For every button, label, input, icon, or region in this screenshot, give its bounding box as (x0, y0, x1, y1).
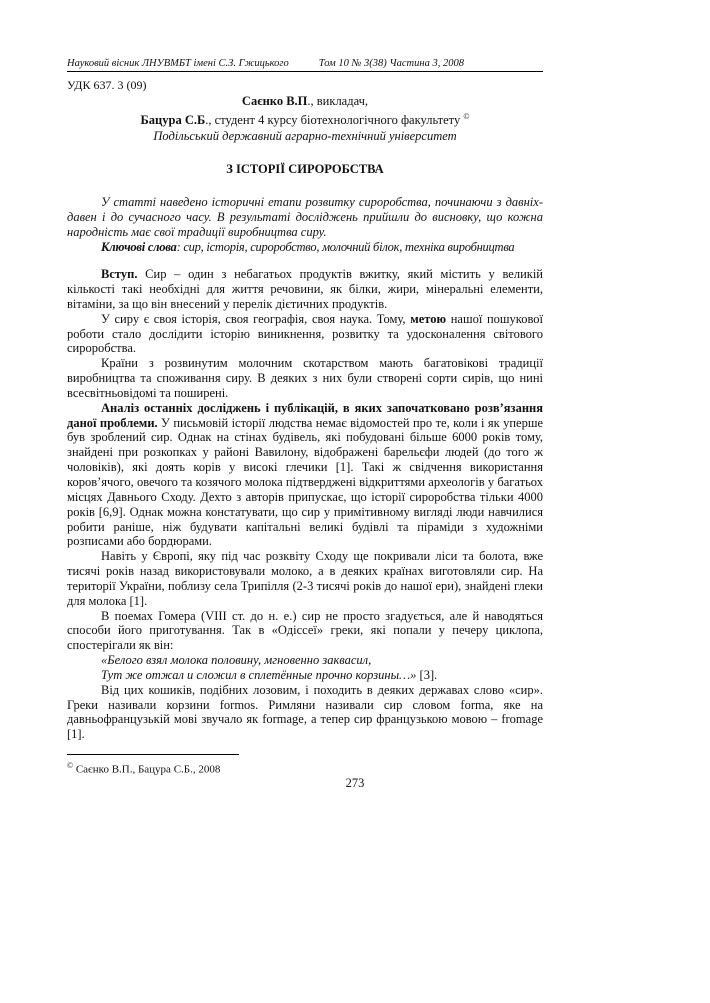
paragraph-europe: Навіть у Європі, яку під час розквіту Сходу ще покривали ліси та болота, вже тисячі років назад використовували молоко, а в деяких країнах виготовляли сир. На території України, поблизу села Трипілля (2-3 тисячі років до нашої ери), знайдені глеки для молока [1]. (67, 549, 543, 608)
page-number: 273 (345, 776, 365, 790)
paragraph-etymology: Від цих кошиків, подібних лозовим, і походить в деяких державах слово «сир». Греки називали корзини formos. Римляни називали сир словом forma, яке на давньофранцузькій мові звучало як formage, а тепер сир французькою мовою – fromage [1]. (67, 682, 543, 742)
paragraph-intro (67, 267, 543, 312)
intro-lead: Вступ. (101, 267, 138, 282)
author1-name: Саєнко В.П (241, 94, 308, 108)
quote-line-2 (67, 668, 543, 683)
footnote (67, 761, 220, 776)
footnote-divider (67, 754, 239, 755)
analysis-text: У письмовій історії людства немає відомостей про те, коли і як уперше був зроблений сир. Однак на стінах будівель, які побудовані більше 6000 років тому, знайдені при розкопках у районі Вавилону, відображені барельєфи людей (до того ж чоловіків), які доять корів у високі глечики [1]. Такі ж свідчення використання коров’ячого, овечого та козячого молока підтверджені відкриттями археологів у багатьох місцях Давнього Сходу. Дехто з авторів припускає, що історії сироробства тільки 4000 років [6,9]. Однак можна констатувати, що сир у примітивному вигляді люди навчилися робити раніше, ніж будувати капітальні великі будівлі та піраміди з художніми розписами або бордюрами. (67, 415, 543, 549)
quote-line-1: «Белого взял молока половину, мгновенно заквасил, (101, 653, 372, 668)
abstract: У статті наведено історичні етапи розвитку сироробства, починаючи з давніх-давен і до сучасного часу. В результаті досліджень прийшли до висновку, що кожна народність має свої традиції виробництва сиру. (67, 195, 543, 240)
authors-block (67, 93, 543, 144)
keywords-text: : сир, історія, сироробство, молочний білок, техніка виробництва (176, 240, 515, 255)
aim-before: У сиру є своя історія, своя географія, своя наука. Тому, (101, 311, 411, 326)
journal-name: Науковий вісник ЛНУВМБТ імені С.З. Гжицького (67, 58, 289, 69)
paragraph-analysis (67, 401, 543, 549)
author-line-1 (67, 93, 543, 109)
article-title: З ІСТОРІЇ СИРОРОБСТВА (226, 162, 384, 177)
journal-volume: Том 10 № 3(38) Частина 3, 2008 (318, 58, 464, 69)
quote-line-2-text: Тут же отжал и сложил в сплетённые прочно корзины…» (101, 667, 417, 682)
intro-text: Сир – один з небагатьох продуктів вжитку, який містить у великій кількості такі необхідні для життя речовини, як білки, жири, мінеральні елементи, вітаміни, за що він внесений у перелік дієтичних продуктів. (67, 267, 543, 311)
footnote-text: Саєнко В.П., Бацура С.Б., 2008 (73, 763, 221, 776)
keywords-label: Ключові слова (101, 240, 177, 255)
aim-after: нашої пошукової роботи стало дослідити історію виникнення, розвитку та удосконалення світового сироробства. (67, 311, 543, 356)
author-line-2 (67, 109, 543, 128)
keywords (67, 240, 543, 255)
author2-role: ., студент 4 курсу біотехнологічного факультету (205, 113, 464, 128)
aim-bold: метою (410, 311, 447, 326)
footnote-mark: © (67, 761, 74, 770)
author1-role: ., викладач, (307, 94, 369, 108)
paragraph-countries: Країни з розвинутим молочним скотарством мають багатовікові традиції виробництва та споживання сиру. В деяких з них були створені сорти сирів, що нині всесвітньовідомі та поширені. (67, 356, 543, 400)
article-page (67, 58, 543, 742)
analysis-lead: Аналіз останніх досліджень і публікацій, в яких започатковано розв’язання даної проблеми. (67, 400, 543, 430)
author2-name: Бацура С.Б (140, 113, 206, 128)
quote-ref: [3]. (416, 667, 438, 682)
institution: Подільський державний аграрно-технічний університет (153, 129, 457, 144)
copyright-mark: © (463, 112, 470, 121)
paragraph-aim (67, 312, 543, 357)
paragraph-homer: В поемах Гомера (VIII ст. до н. е.) сир не просто згадується, але й наводяться способи його приготування. Так в «Одіссеї» греки, які попали у печеру циклопа, спостерігали як він: (67, 608, 543, 653)
udc-code: УДК 637. 3 (09) (67, 78, 147, 92)
article-body (67, 267, 543, 742)
running-header (67, 58, 543, 72)
